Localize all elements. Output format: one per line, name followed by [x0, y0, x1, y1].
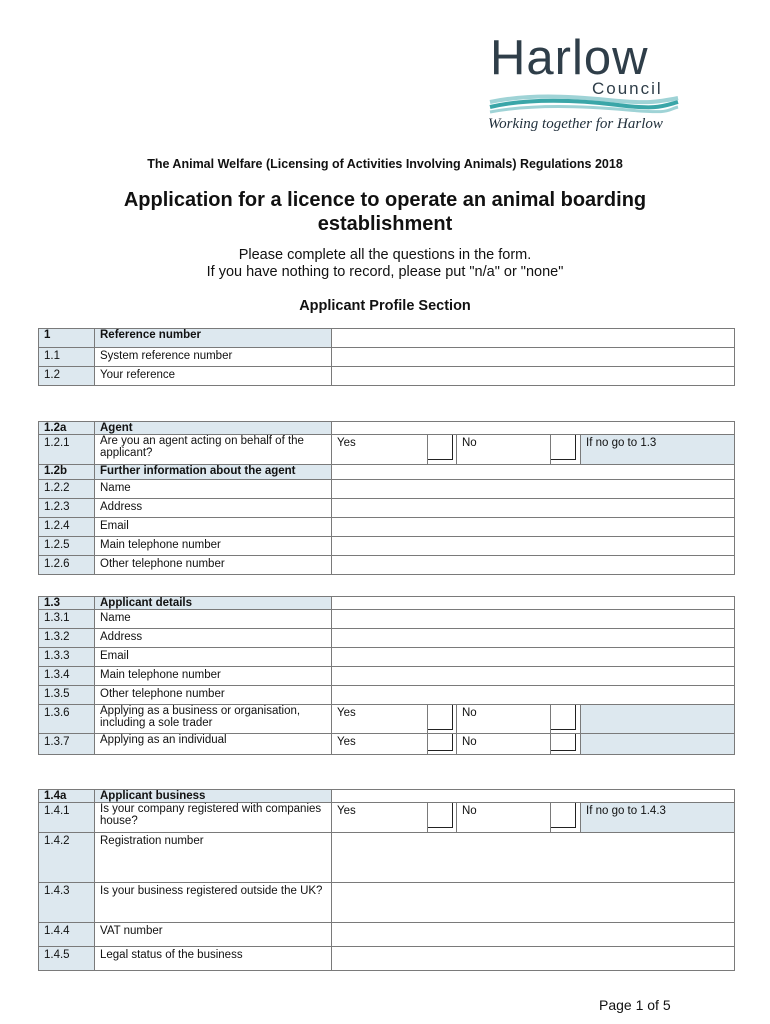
field-label: Other telephone number [95, 556, 332, 575]
section-number: 1.2b [39, 465, 95, 480]
no-label: No [457, 734, 551, 755]
harlow-council-logo [486, 31, 686, 134]
yes-label: Yes [332, 734, 428, 755]
row-number: 1.3.6 [39, 705, 95, 734]
agent-no-checkbox[interactable] [551, 435, 577, 461]
companies-house-no-checkbox[interactable] [551, 803, 577, 829]
field-label: Is your company registered with companies house? [95, 803, 332, 833]
field-label: Registration number [95, 833, 332, 883]
field-label: Applying as a business or organisation, including a sole trader [95, 705, 332, 734]
section-number: 1.3 [39, 597, 95, 610]
row-number: 1.3.5 [39, 686, 95, 705]
agent-no-cell [551, 435, 581, 465]
your-reference-input[interactable] [332, 367, 735, 386]
field-label: System reference number [95, 348, 332, 367]
applicant-main-phone-input[interactable] [332, 667, 735, 686]
blank-cell [332, 790, 735, 803]
field-label: Other telephone number [95, 686, 332, 705]
blank-cell [332, 422, 735, 435]
field-label: Is your business registered outside the UK? [95, 883, 332, 923]
field-label: Are you an agent acting on behalf of the applicant? [95, 435, 332, 465]
row-number: 1.4.1 [39, 803, 95, 833]
row-number: 1.2.6 [39, 556, 95, 575]
individual-yes-checkbox[interactable] [428, 734, 454, 752]
applicant-email-input[interactable] [332, 648, 735, 667]
blank-cell [332, 329, 735, 348]
row-number: 1.4.3 [39, 883, 95, 923]
field-label: Name [95, 480, 332, 499]
field-label: Your reference [95, 367, 332, 386]
applicant-address-input[interactable] [332, 629, 735, 648]
companies-house-yes-checkbox[interactable] [428, 803, 454, 829]
row-number: 1.3.3 [39, 648, 95, 667]
row-number: 1.4.5 [39, 947, 95, 971]
row-number: 1.3.7 [39, 734, 95, 755]
section-title: Applicant Profile Section [299, 298, 471, 314]
reference-table [38, 328, 735, 386]
skip-note: If no go to 1.3 [581, 435, 735, 465]
logo-waves-icon [488, 92, 680, 116]
section-heading: Applicant details [95, 597, 332, 610]
applicant-table [38, 596, 735, 755]
business-table [38, 789, 735, 971]
field-label: Address [95, 499, 332, 518]
companies-house-no-cell [551, 803, 581, 833]
field-label: Main telephone number [95, 667, 332, 686]
field-label: Legal status of the business [95, 947, 332, 971]
section-number: 1 [39, 329, 95, 348]
individual-no-checkbox[interactable] [551, 734, 577, 752]
companies-house-yes-cell [428, 803, 457, 833]
agent-name-input[interactable] [332, 480, 735, 499]
field-label: VAT number [95, 923, 332, 947]
agent-address-input[interactable] [332, 499, 735, 518]
field-label: Main telephone number [95, 537, 332, 556]
legal-status-input[interactable] [332, 947, 735, 971]
agent-main-phone-input[interactable] [332, 537, 735, 556]
blank-cell [581, 734, 735, 755]
row-number: 1.4.2 [39, 833, 95, 883]
row-number: 1.2.1 [39, 435, 95, 465]
logo-council-text: Council [592, 79, 663, 98]
instruction-line-2: If you have nothing to record, please put "n/a" or "none" [206, 264, 564, 280]
instruction-line-1: Please complete all the questions in the form. [238, 247, 532, 263]
row-number: 1.3.2 [39, 629, 95, 648]
blank-cell [332, 465, 735, 480]
title-line-1: Application for a licence to operate an animal boarding [123, 189, 647, 211]
section-number: 1.4a [39, 790, 95, 803]
row-number: 1.3.4 [39, 667, 95, 686]
section-heading: Agent [95, 422, 332, 435]
field-label: Email [95, 648, 332, 667]
row-number: 1.2.2 [39, 480, 95, 499]
business-no-cell [551, 705, 581, 734]
section-heading: Applicant business [95, 790, 332, 803]
no-label: No [457, 705, 551, 734]
row-number: 1.1 [39, 348, 95, 367]
logo-wordmark: Harlow [490, 31, 649, 85]
vat-number-input[interactable] [332, 923, 735, 947]
regulation-heading: The Animal Welfare (Licensing of Activities Involving Animals) Regulations 2018 [147, 157, 623, 171]
business-no-checkbox[interactable] [551, 705, 577, 731]
section-heading: Further information about the agent [95, 465, 332, 480]
row-number: 1.2 [39, 367, 95, 386]
field-label: Name [95, 610, 332, 629]
section-heading: Reference number [95, 329, 332, 348]
blank-cell [332, 597, 735, 610]
yes-label: Yes [332, 435, 428, 465]
no-label: No [457, 803, 551, 833]
registration-number-input[interactable] [332, 833, 735, 883]
logo-tagline: Working together for Harlow [488, 116, 663, 132]
system-reference-input[interactable] [332, 348, 735, 367]
row-number: 1.2.4 [39, 518, 95, 537]
field-label: Email [95, 518, 332, 537]
row-number: 1.2.5 [39, 537, 95, 556]
field-label: Address [95, 629, 332, 648]
agent-yes-cell [428, 435, 457, 465]
field-label: Applying as an individual [95, 734, 332, 755]
instructions [0, 247, 770, 281]
yes-label: Yes [332, 803, 428, 833]
business-yes-cell [428, 705, 457, 734]
individual-no-cell [551, 734, 581, 755]
row-number: 1.4.4 [39, 923, 95, 947]
applicant-name-input[interactable] [332, 610, 735, 629]
business-yes-checkbox[interactable] [428, 705, 454, 731]
skip-note: If no go to 1.4.3 [581, 803, 735, 833]
agent-other-phone-input[interactable] [332, 556, 735, 575]
row-number: 1.2.3 [39, 499, 95, 518]
page-number: Page 1 of 5 [599, 997, 671, 1013]
agent-email-input[interactable] [332, 518, 735, 537]
blank-cell [581, 705, 735, 734]
individual-yes-cell [428, 734, 457, 755]
yes-label: Yes [332, 705, 428, 734]
page-title [0, 188, 770, 236]
title-line-2: establishment [317, 213, 453, 235]
row-number: 1.3.1 [39, 610, 95, 629]
agent-table [38, 421, 735, 575]
no-label: No [457, 435, 551, 465]
section-number: 1.2a [39, 422, 95, 435]
applicant-other-phone-input[interactable] [332, 686, 735, 705]
agent-yes-checkbox[interactable] [428, 435, 454, 461]
registered-outside-uk-input[interactable] [332, 883, 735, 923]
